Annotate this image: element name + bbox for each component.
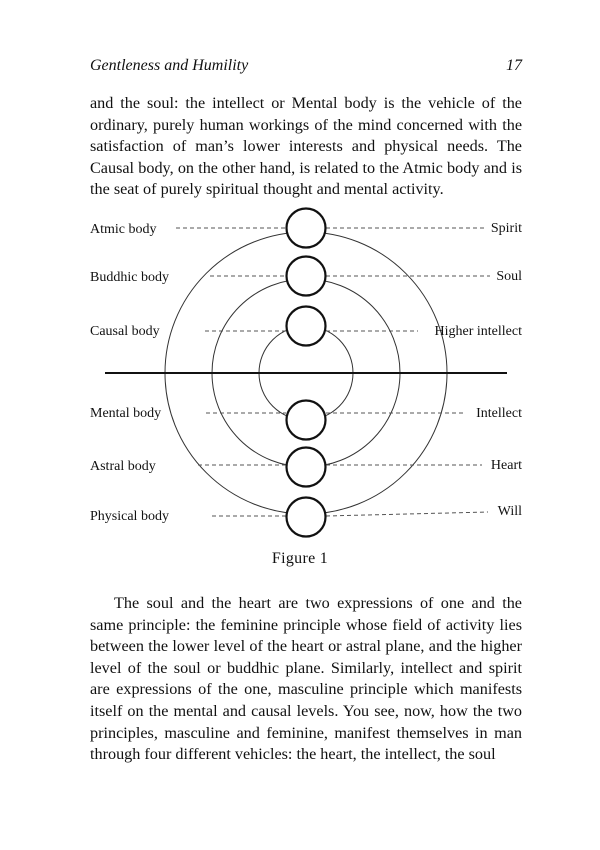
paragraph-text: The soul and the heart are two expressions of one and the same principle: the feminine principle whose field of activity lies between the lower level of the heart or astral plane, and the higher level of the soul or buddhic plane. Similarly, intellect and spirit are expressions of the one, masculine principle which manifests itself on the mental and causal levels. You see, now, how the two principles, masculine and feminine, manifest themselves in man through four different vehicles: the heart, the intellect, the soul xyxy=(90,594,522,764)
label-physical-body: Physical body xyxy=(90,509,169,524)
outer-arc-lower xyxy=(165,373,447,514)
buddhic-circle xyxy=(287,257,326,296)
label-causal-body: Causal body xyxy=(90,324,160,339)
page-number: 17 xyxy=(506,57,522,74)
label-will: Will xyxy=(497,504,522,519)
outer-arc-upper xyxy=(165,232,447,373)
label-soul: Soul xyxy=(496,269,522,284)
label-astral-body: Astral body xyxy=(90,459,156,474)
label-spirit: Spirit xyxy=(490,221,522,236)
atmic-circle xyxy=(287,209,326,248)
label-heart: Heart xyxy=(490,458,522,473)
physical-circle xyxy=(287,498,326,537)
mental-circle xyxy=(287,401,326,440)
chapter-title: Gentleness and Humility xyxy=(90,57,249,74)
label-higher-intellect: Higher intellect xyxy=(434,324,522,339)
label-intellect: Intellect xyxy=(476,406,522,421)
body-paragraph-2 xyxy=(90,593,522,766)
astral-circle xyxy=(287,448,326,487)
paragraph-text: and the soul: the intellect or Mental body is the vehicle of the ordinary, purely human workings of the mind concerned with the satisfaction of man’s lower interests and physical needs. The Causal body, on the other hand, is related to the Atmic body and is the seat of purely spiritual thought and mental activity. xyxy=(90,94,522,199)
causal-circle xyxy=(287,307,326,346)
leader-line xyxy=(326,512,488,516)
label-mental-body: Mental body xyxy=(90,406,162,421)
figure-caption: Figure 1 xyxy=(271,550,329,567)
label-buddhic-body: Buddhic body xyxy=(90,270,169,285)
label-atmic-body: Atmic body xyxy=(90,222,157,237)
